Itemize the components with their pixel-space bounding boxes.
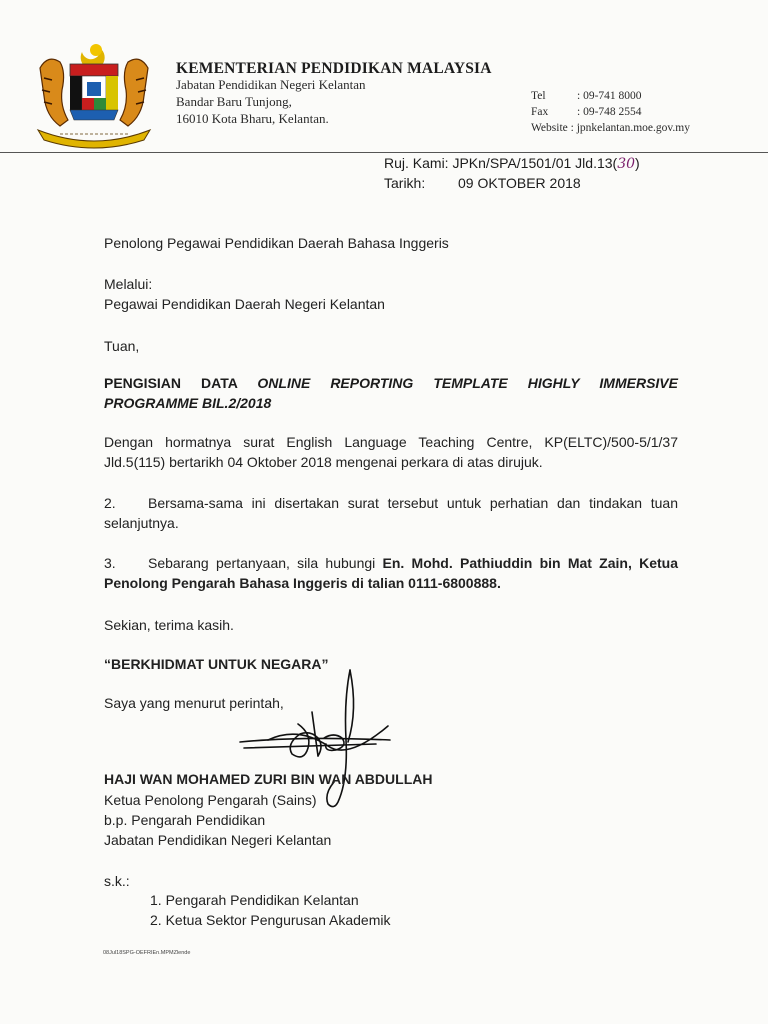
handwritten-ref-number: 30 [617,156,636,172]
ministry-name: KEMENTERIAN PENDIDIKAN MALAYSIA [176,60,492,77]
contact-fax: Fax : 09-748 2554 [531,106,642,118]
signatory-department: Jabatan Pendidikan Negeri Kelantan [104,832,332,848]
letterhead-divider [0,152,768,153]
signatory-on-behalf: b.p. Pengarah Pendidikan [104,812,266,828]
address-line-2: Bandar Baru Tunjong, [176,94,292,109]
paragraph-1-line-2: Jld.5(115) bertarikh 04 Oktober 2018 mengenai perkara di atas dirujuk. [104,454,543,470]
right-tiger-icon [120,59,148,126]
recipient: Penolong Pegawai Pendidikan Daerah Bahasa Inggeris [104,235,449,251]
order-line: Saya yang menurut perintah, [104,695,284,711]
contact-website: Website : jpnkelantan.moe.gov.my [531,122,690,134]
cc-item: 1. Pengarah Pendidikan Kelantan [150,892,359,908]
letter-date: Tarikh: 09 OKTOBER 2018 [384,175,581,191]
cc-label: s.k.: [104,873,130,889]
paragraph-2-line-2: selanjutnya. [104,515,179,531]
via-label: Melalui: [104,276,153,292]
coat-of-arms-logo [30,38,158,150]
motto: “BERKHIDMAT UNTUK NEGARA” [104,656,329,672]
footer-file-reference: 08Jul18SPG-OEFRIEn.MPMZlende [103,950,191,956]
paragraph-1: Dengan hormatnya surat English Language Teaching Centre, KP(ELTC)/500-5/1/37 [104,434,678,450]
salutation: Tuan, [104,338,140,354]
left-tiger-icon [40,59,68,126]
signatory-title: Ketua Penolong Pengarah (Sains) [104,792,317,808]
subject-heading: PENGISIAN DATA ONLINE REPORTING TEMPLATE HIGHLY IMMERSIVE PROGRAMME BIL.2/2018 [104,375,678,411]
signatory-name: HAJI WAN MOHAMED ZURI BIN WAN ABDULLAH [104,771,433,787]
contact-tel: Tel : 09-741 8000 [531,90,642,102]
paragraph-2-number: 2. [104,495,116,511]
star-icon [90,44,102,56]
paragraph-2: Bersama-sama ini disertakan surat tersebut untuk perhatian dan tindakan tuan [148,495,678,511]
address-line-3: 16010 Kota Bharu, Kelantan. [176,111,329,126]
closing: Sekian, terima kasih. [104,617,234,633]
paragraph-3-number: 3. [104,555,116,571]
address-line-1: Jabatan Pendidikan Negeri Kelantan [176,77,366,92]
via-recipient: Pegawai Pendidikan Daerah Negeri Kelantan [104,296,385,312]
cc-item: 2. Ketua Sektor Pengurusan Akademik [150,912,391,928]
reference-number: Ruj. Kami: JPKn/SPA/1501/01 Jld.13(30) [384,155,640,172]
paragraph-3-line-2: Penolong Pengarah Bahasa Inggeris di talian 0111-6800888. [104,575,501,591]
paragraph-3: Sebarang pertanyaan, sila hubungi En. Mohd. Pathiuddin bin Mat Zain, Ketua [148,555,678,571]
